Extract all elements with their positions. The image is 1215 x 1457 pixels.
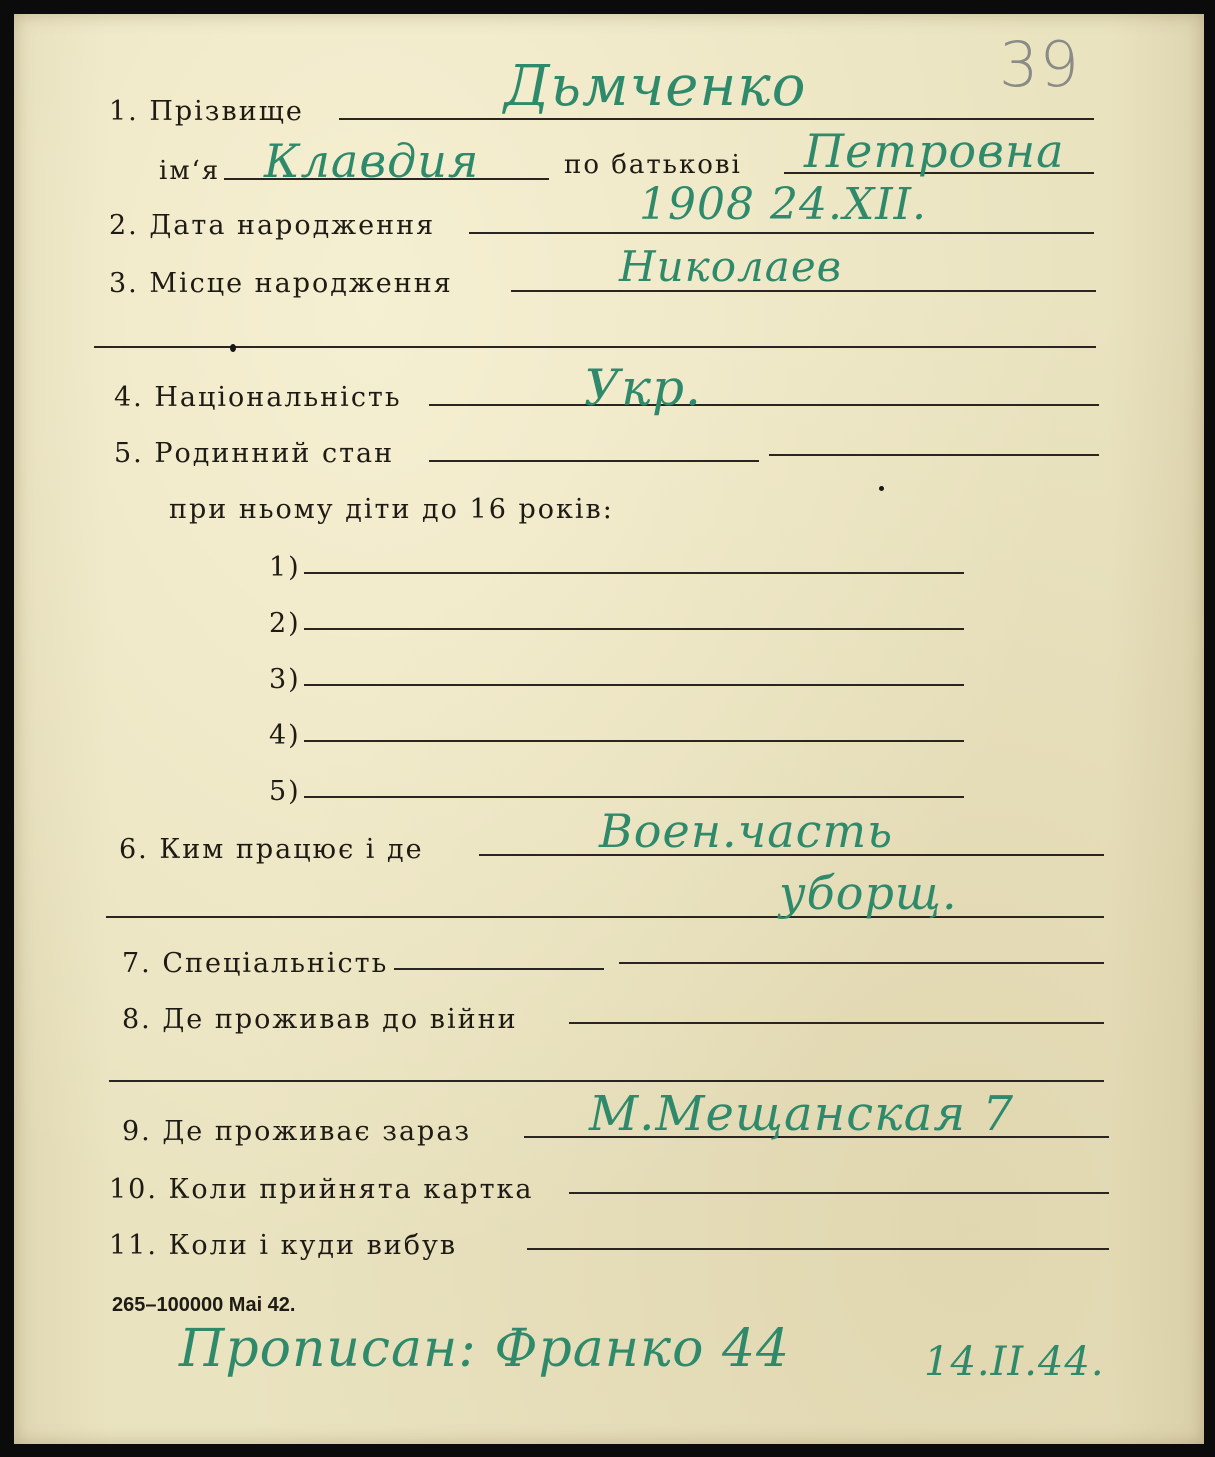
surname-value: Дьмченко: [504, 54, 807, 119]
birth-place-value: Николаев: [619, 242, 843, 291]
child-2-line: [304, 628, 964, 630]
prewar-residence-line: [569, 1022, 1104, 1024]
ink-dot: [230, 344, 236, 352]
current-residence-label: 9. Де проживає зараз: [122, 1116, 472, 1147]
prewar-residence-line-2: [109, 1080, 1104, 1082]
birth-place-extra-line: [94, 346, 1096, 348]
nationality-label: 4. Національність: [114, 382, 402, 413]
footer-note: Прописан: Франко 44: [179, 1319, 791, 1379]
first-name-value: Клавдия: [264, 134, 480, 188]
birth-place-label: 3. Місце народження: [109, 268, 453, 299]
child-4-line: [304, 740, 964, 742]
birth-date-value: 1908 24.XII.: [639, 179, 928, 230]
departed-label: 11. Коли і куди вибув: [109, 1230, 458, 1261]
patronymic-label: по батькові: [564, 150, 742, 180]
archive-number: 39: [999, 28, 1080, 101]
child-5-line: [304, 796, 964, 798]
work-label: 6. Ким працює і де: [119, 834, 424, 865]
work-value-line2: уборщ.: [779, 866, 958, 920]
birth-date-label: 2. Дата народження: [109, 210, 436, 241]
work-value-line1: Воен.часть: [599, 804, 894, 858]
specialty-label: 7. Спеціальність: [122, 948, 389, 979]
child-4-label: 4): [269, 720, 301, 751]
child-1-line: [304, 572, 964, 574]
nationality-line: [429, 404, 1099, 406]
child-2-label: 2): [269, 608, 301, 639]
current-residence-value: М.Мещанская 7: [589, 1086, 1014, 1142]
specialty-line-a: [394, 968, 604, 970]
registration-card: [14, 14, 1204, 1444]
card-accepted-label: 10. Коли прийнята картка: [109, 1174, 534, 1205]
nationality-value: Укр.: [584, 359, 702, 417]
first-name-label: ім‘я: [159, 156, 221, 186]
marital-status-label: 5. Родинний стан: [114, 438, 395, 469]
child-3-label: 3): [269, 664, 301, 695]
specialty-line-b: [619, 962, 1104, 964]
birth-date-line: [469, 232, 1094, 234]
prewar-residence-label: 8. Де проживав до війни: [122, 1004, 518, 1035]
ink-dot-2: [879, 486, 884, 491]
card-accepted-line: [569, 1192, 1109, 1194]
departed-line: [527, 1248, 1109, 1250]
patronymic-value: Петровна: [804, 124, 1065, 178]
marital-status-line-b: [769, 454, 1099, 456]
children-label: при ньому діти до 16 років:: [169, 494, 614, 525]
surname-label: 1. Прізвище: [109, 96, 304, 127]
child-1-label: 1): [269, 552, 301, 583]
child-3-line: [304, 684, 964, 686]
footer-date: 14.II.44.: [924, 1339, 1105, 1385]
child-5-label: 5): [269, 776, 301, 807]
marital-status-line-a: [429, 460, 759, 462]
print-code: 265–100000 Mai 42.: [112, 1294, 296, 1316]
